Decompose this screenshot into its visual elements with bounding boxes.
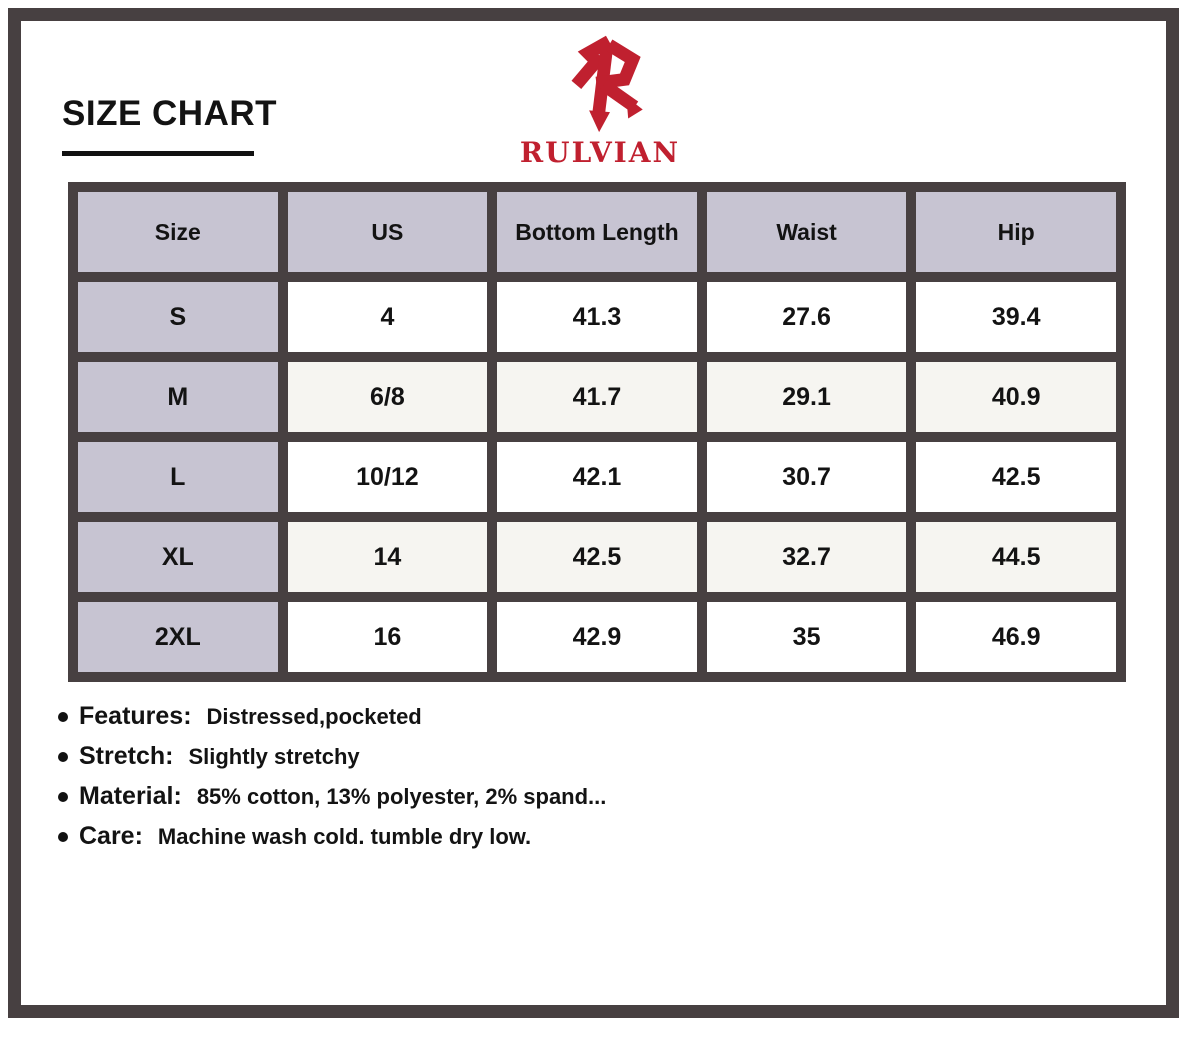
size-table: [68, 182, 1126, 682]
product-details-list: [58, 702, 606, 862]
us-cell: 10/12: [288, 442, 488, 512]
table-row-s: [78, 282, 1116, 352]
detail-value: Slightly stretchy: [188, 744, 360, 769]
detail-item-stretch: [58, 742, 606, 771]
bottom-length-cell: 42.1: [497, 442, 697, 512]
bullet-dot-icon: [58, 752, 68, 762]
detail-label: Stretch:: [79, 742, 174, 770]
size-label-cell: S: [78, 282, 278, 352]
detail-item-care: [58, 822, 606, 851]
detail-item-material: [58, 782, 606, 811]
hip-cell: 46.9: [916, 602, 1116, 672]
us-cell: 14: [288, 522, 488, 592]
detail-value: Distressed,pocketed: [206, 704, 422, 729]
column-header-hip: Hip: [916, 192, 1116, 272]
hip-cell: 44.5: [916, 522, 1116, 592]
detail-label: Material:: [79, 782, 182, 810]
us-cell: 16: [288, 602, 488, 672]
bullet-dot-icon: [58, 832, 68, 842]
column-header-size: Size: [78, 192, 278, 272]
bottom-length-cell: 41.7: [497, 362, 697, 432]
detail-item-features: [58, 702, 606, 731]
detail-value: Machine wash cold. tumble dry low.: [157, 824, 532, 849]
waist-cell: 29.1: [707, 362, 907, 432]
column-header-us: US: [288, 192, 488, 272]
title-underline: [62, 151, 254, 156]
brand-name: RULVIAN: [519, 136, 681, 169]
waist-cell: 32.7: [707, 522, 907, 592]
table-header-row: [78, 192, 1116, 272]
table-row-2xl: [78, 602, 1116, 672]
title-block: [62, 94, 277, 156]
page-title: SIZE CHART: [62, 94, 277, 133]
bottom-length-cell: 42.9: [497, 602, 697, 672]
size-label-cell: XL: [78, 522, 278, 592]
size-table-wrap: [68, 182, 1126, 682]
brand-logo-icon: [552, 34, 648, 134]
bullet-dot-icon: [58, 712, 68, 722]
us-cell: 4: [288, 282, 488, 352]
waist-cell: 27.6: [707, 282, 907, 352]
column-header-waist: Waist: [707, 192, 907, 272]
detail-label: Features:: [79, 702, 192, 730]
hip-cell: 39.4: [916, 282, 1116, 352]
bullet-dot-icon: [58, 792, 68, 802]
us-cell: 6/8: [288, 362, 488, 432]
detail-value: 85% cotton, 13% polyester, 2% spand...: [196, 784, 607, 809]
size-label-cell: L: [78, 442, 278, 512]
table-row-l: [78, 442, 1116, 512]
waist-cell: 35: [707, 602, 907, 672]
table-row-xl: [78, 522, 1116, 592]
detail-label: Care:: [79, 822, 143, 850]
hip-cell: 42.5: [916, 442, 1116, 512]
bottom-length-cell: 42.5: [497, 522, 697, 592]
brand-block: [508, 34, 692, 169]
table-row-m: [78, 362, 1116, 432]
column-header-bottom-length: Bottom Length: [497, 192, 697, 272]
bottom-length-cell: 41.3: [497, 282, 697, 352]
size-label-cell: M: [78, 362, 278, 432]
hip-cell: 40.9: [916, 362, 1116, 432]
size-label-cell: 2XL: [78, 602, 278, 672]
waist-cell: 30.7: [707, 442, 907, 512]
